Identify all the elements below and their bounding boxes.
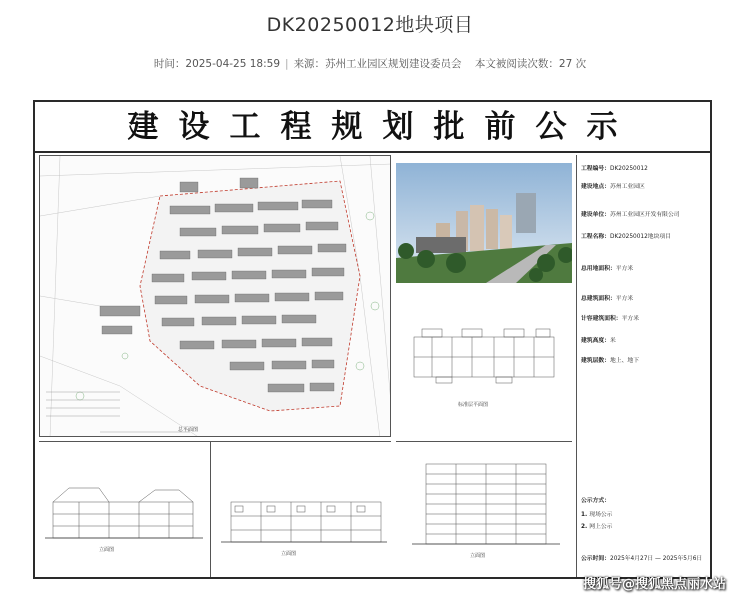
meta-separator: | xyxy=(285,58,289,70)
info-line: 工程名称：DK20250012地块项目 xyxy=(581,234,671,240)
source-value[interactable]: 苏州工业园区规划建设委员会 xyxy=(325,58,462,70)
time-label: 时间： xyxy=(153,58,186,70)
info-line: 1. 现场公示 xyxy=(581,512,613,518)
article-title: DK20250012地块项目 xyxy=(266,14,474,36)
elevation-right-panel xyxy=(396,441,572,577)
floor-plan-caption: 标准层平面图 xyxy=(458,402,489,408)
info-line: 建设地点：苏州工业园区 xyxy=(581,184,645,190)
info-line: 建筑高度：米 xyxy=(581,338,616,344)
reads-label: 本文被阅读次数： xyxy=(474,58,559,70)
elevation-mid-drawing xyxy=(211,442,391,577)
board-title: 建设工程规划批前公示 xyxy=(35,102,710,153)
site-plan-drawing xyxy=(40,156,391,437)
info-line: 公示时间：2025年4月27日 — 2025年5月6日 xyxy=(581,556,703,562)
info-line: 建设单位：苏州工业园区开发有限公司 xyxy=(581,212,680,218)
elevation-left-panel xyxy=(39,441,211,577)
notice-board-image xyxy=(33,100,712,579)
info-line: 公示方式： xyxy=(581,498,610,504)
watermark: 搜狐号@搜狐黑点丽水站 xyxy=(582,577,726,592)
rendering-photo xyxy=(396,163,572,283)
info-line: 总用地面积：平方米 xyxy=(581,266,634,272)
project-info-column xyxy=(576,155,710,577)
time-value: 2025-04-25 18:59 xyxy=(185,58,281,70)
info-line: 工程编号：DK20250012 xyxy=(581,166,648,172)
site-plan-caption: 总平面图 xyxy=(178,427,199,433)
floor-plan-drawing xyxy=(396,289,572,437)
site-plan-panel xyxy=(39,155,391,437)
info-line: 建筑层数：地上、地下 xyxy=(581,358,639,364)
meta-spacer xyxy=(467,58,470,70)
article-meta xyxy=(0,56,740,71)
elevation-left-caption: 立面图 xyxy=(99,547,115,553)
info-line: 总建筑面积：平方米 xyxy=(581,296,634,302)
info-line: 计容建筑面积：平方米 xyxy=(581,316,639,322)
reads-value: 27 次 xyxy=(558,58,587,70)
elevation-right-caption: 立面图 xyxy=(470,553,486,559)
elevation-mid-panel xyxy=(211,441,391,577)
source-label: 来源： xyxy=(293,58,326,70)
elevation-left-drawing xyxy=(39,442,211,577)
floor-plan-panel xyxy=(396,289,572,437)
rendering-illustration xyxy=(396,163,572,283)
elevation-mid-caption: 立面图 xyxy=(281,551,297,557)
info-line: 2. 网上公示 xyxy=(581,524,613,530)
board-body xyxy=(35,155,710,577)
